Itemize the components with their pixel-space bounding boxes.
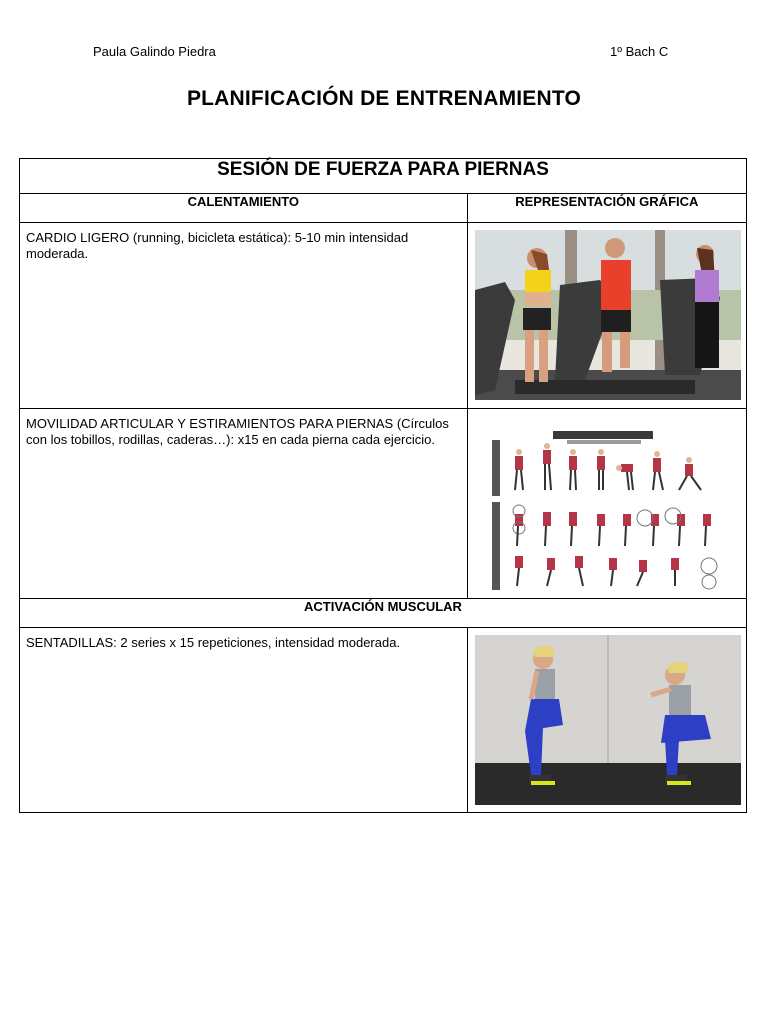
- author-name: Paula Galindo Piedra: [93, 44, 216, 59]
- session-title: SESIÓN DE FUERZA PARA PIERNAS: [20, 159, 747, 194]
- mobility-exercises-chart: [475, 416, 741, 591]
- table-row: [20, 223, 747, 409]
- page-title: PLANIFICACIÓN DE ENTRENAMIENTO: [186, 87, 582, 110]
- column-header-graphic: REPRESENTACIÓN GRÁFICA: [467, 194, 746, 223]
- exercise-image-cell: [467, 223, 746, 409]
- column-header-warmup: CALENTAMIENTO: [20, 194, 468, 223]
- exercise-description: SENTADILLAS: 2 series x 15 repeticiones, intensidad moderada.: [20, 628, 468, 813]
- exercise-description: CARDIO LIGERO (running, bicicleta estática): 5-10 min intensidad moderada.: [20, 223, 468, 409]
- section-header-activation: ACTIVACIÓN MUSCULAR: [20, 599, 747, 628]
- training-plan-table: [19, 158, 747, 813]
- exercise-image-cell: [467, 409, 746, 599]
- exercise-image-cell: [467, 628, 746, 813]
- squat-exercise-photo: [475, 635, 741, 805]
- exercise-description: MOVILIDAD ARTICULAR Y ESTIRAMIENTOS PARA PIERNAS (Círculos con los tobillos, rodillas, caderas…): x15 en cada pierna cada ejercicio.: [20, 409, 468, 599]
- table-row: [20, 628, 747, 813]
- course-label: 1º Bach C: [610, 44, 669, 59]
- table-row: [20, 409, 747, 599]
- treadmill-running-photo: [475, 230, 741, 400]
